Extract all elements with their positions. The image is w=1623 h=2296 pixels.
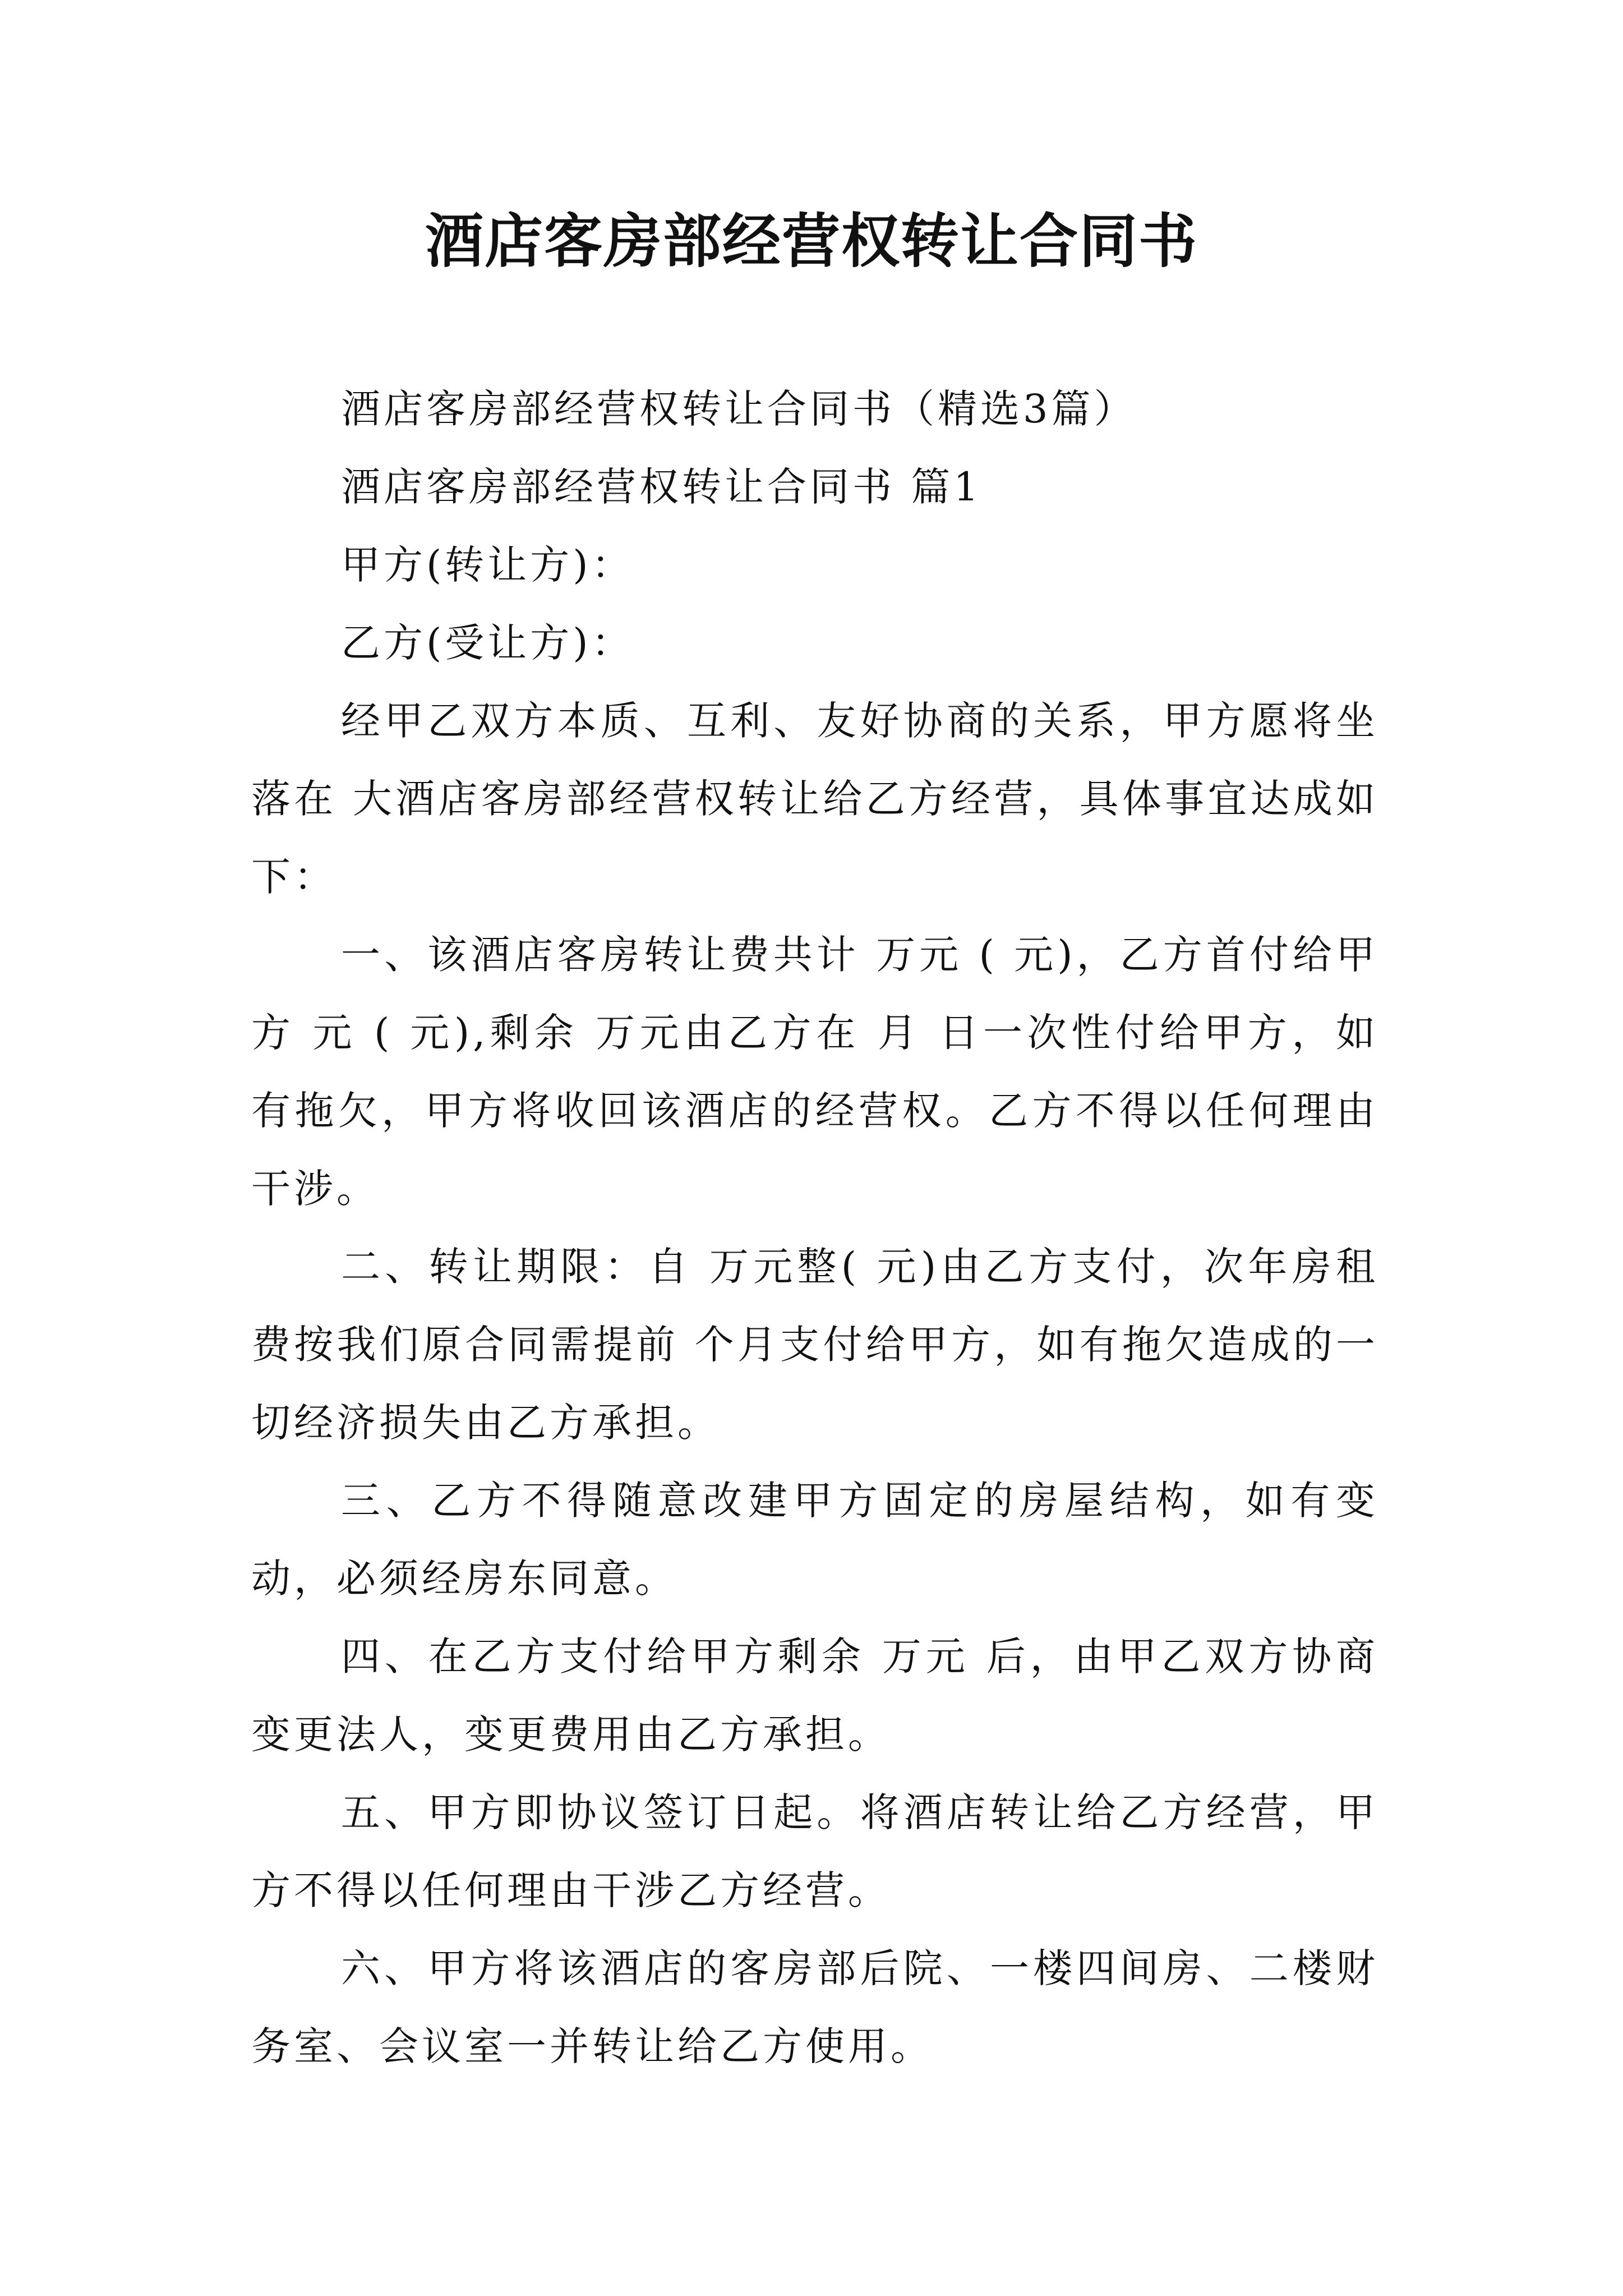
paragraph-preamble: 经甲乙双方本质、互利、友好协商的关系，甲方愿将坐落在 大酒店客房部经营权转让给乙方经营，具体事宜达成如下： <box>251 698 1378 900</box>
paragraph-clause-3: 三、乙方不得随意改建甲方固定的房屋结构，如有变动，必须经房东同意。 <box>251 1478 1378 1602</box>
paragraph-clause-4: 四、在乙方支付给甲方剩余 万元 后，由甲乙双方协商变更法人，变更费用由乙方承担。 <box>251 1634 1378 1757</box>
paragraph-clause-5: 五、甲方即协议签订日起。将酒店转让给乙方经营，甲方不得以任何理由干涉乙方经营。 <box>251 1789 1378 1913</box>
paragraph-clause-2: 二、转让期限：自 万元整( 元)由乙方支付，次年房租费按我们原合同需提前 个月支付给甲方，如有拖欠造成的一切经济损失由乙方承担。 <box>251 1244 1378 1446</box>
paragraph-subtitle: 酒店客房部经营权转让合同书（精选3篇） <box>341 386 1137 432</box>
paragraph-clause-1: 一、该酒店客房转让费共计 万元 ( 元)，乙方首付给甲方 元 ( 元),剩余 万元由乙方在 月 日一次性付给甲方，如有拖欠，甲方将收回该酒店的经营权。乙方不得以任何理由干涉。 <box>251 932 1378 1212</box>
paragraph-party-a: 甲方(转让方)： <box>341 542 634 588</box>
paragraph-clause-6: 六、甲方将该酒店的客房部后院、一楼四间房、二楼财务室、会议室一并转让给乙方使用。 <box>251 1945 1378 2069</box>
document-body <box>251 370 1378 2086</box>
paragraph-section-heading: 酒店客房部经营权转让合同书 篇1 <box>341 464 982 510</box>
paragraph-party-b: 乙方(受让方)： <box>341 620 634 666</box>
document-title: 酒店客房部经营权转让合同书 <box>425 206 1198 275</box>
